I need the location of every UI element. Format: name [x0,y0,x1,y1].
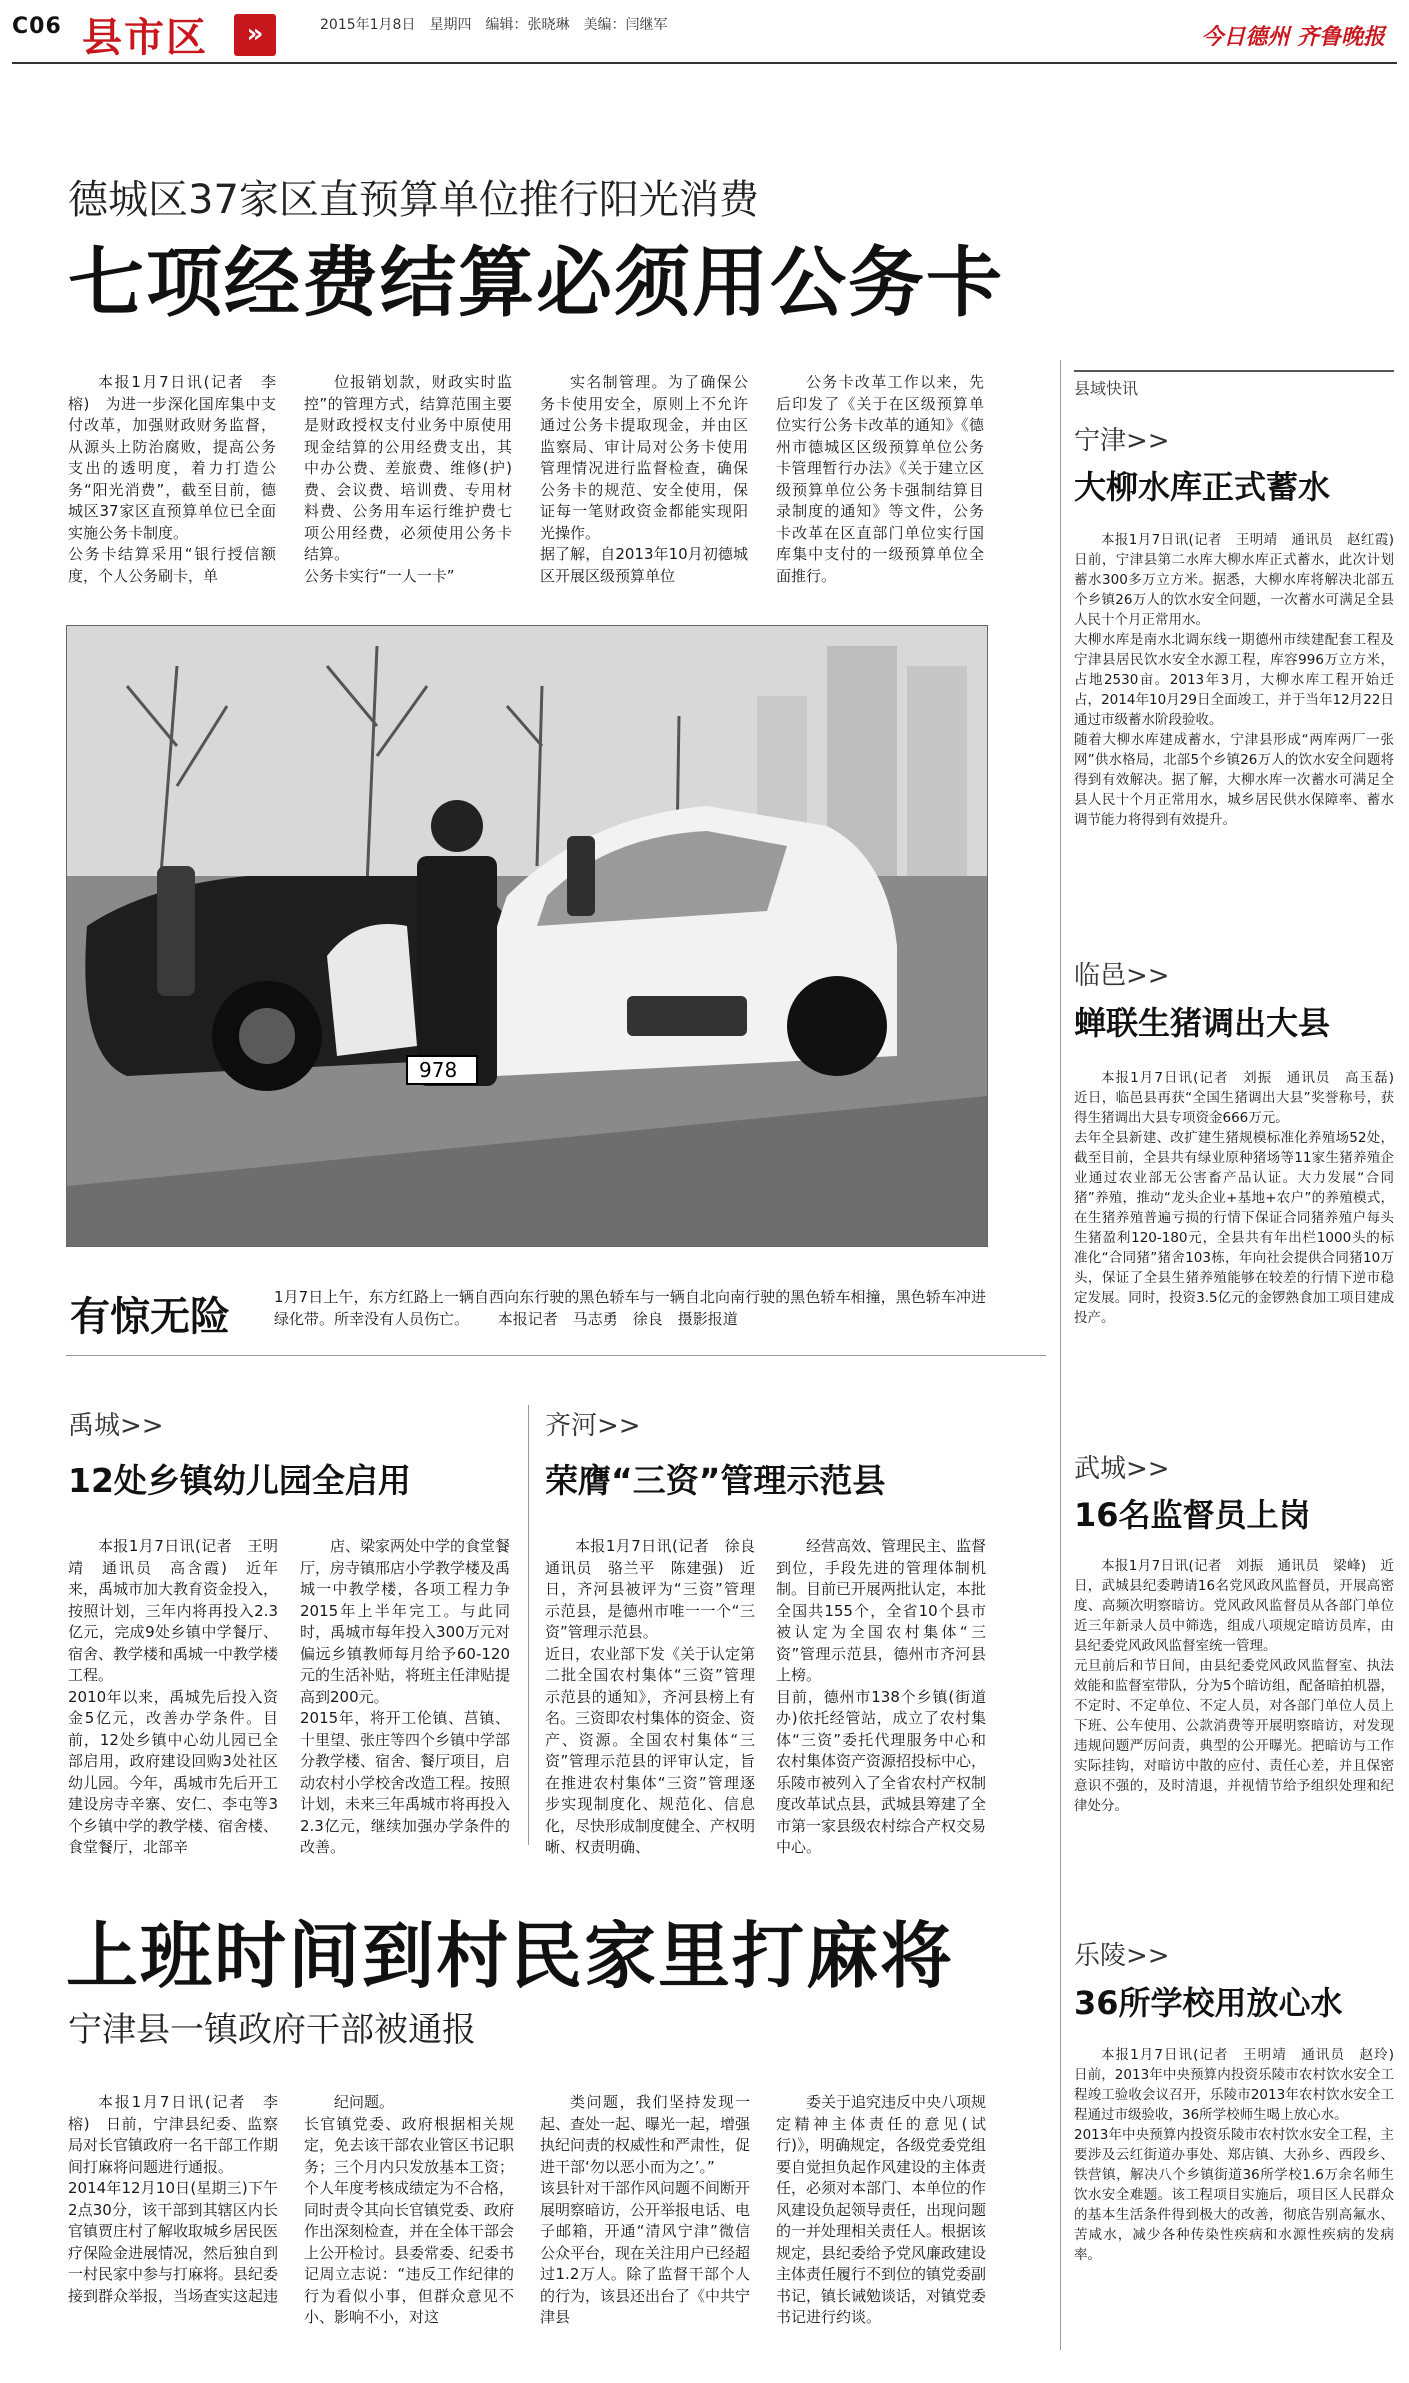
lead-col-1 [68,372,276,610]
lead-headline: 七项经费结算必须用公务卡 [68,238,1004,327]
lead-text-2: 位报销划款，财政实时监控”的管理方式，结算范围主要是财政授权支付业务中原使用现金结算的公用经费支出，其中办公费、差旅费、维修(护)费、会议费、培训费、专用材料费、公务用车运行维护费七项公用经费，必须使用公务卡结算。 公务卡实行“一人一卡” [304,373,512,585]
yucheng-qihe-divider [528,1405,529,1845]
brief-tag: 县域快讯 [1074,370,1394,399]
issue-meta: 2015年1月8日 星期四 编辑：张晓琳 美编：闫继军 [320,17,668,33]
qihe-text-2: 经营高效、管理民主、监督到位，手段先进的管理体制机制。目前已开展两批认定，本批全国共155个，全省10个县市被认定为全国农村集体“三资”管理示范县，德州市齐河县上榜。 目前，德州市138个乡镇(街道办)依托经管站，成立了农村集体“三资”委托代理服务中心和农村集体资产资源招投标中心，乐陵市被列入了全省农村产权制度改革试点县，武城县筹建了全市第一家县级农村综合产权交易中心。 [776,1537,987,1856]
license-plate: 978 [419,1058,458,1082]
lead-kicker: 德城区37家区直预算单位推行阳光消费 [68,177,759,223]
story2-text-1: 本报1月7日讯(记者 李榕) 日前，宁津县纪委、监察局对长官镇政府一名干部工作期间打麻将问题进行通报。 2014年12月10日(星期三)下午2点30分，该干部到其辖区内长官镇贾庄村了解收取城乡居民医疗保险金进展情况，然后独自到一村民家中参与打麻将。县纪委接到群众举报，当场查实这起违 [68,2093,279,2305]
lead-text-4: 公务卡改革工作以来，先后印发了《关于在区级预算单位实行公务卡改革的通知》《德州市德城区区级预算单位公务卡管理暂行办法》《关于建立区级预算单位公务卡强制结算目录制度的通知》等文件，公务卡改革在区直部门单位实行国库集中支付的一级预算单位全面推行。 [776,373,984,585]
sidebar-text-laoling: 本报1月7日讯(记者 王明靖 通讯员 赵玲) 日前，2013年中央预算内投资乐陵市农村饮水安全工程竣工验收会议召开，乐陵市2013年农村饮水安全工程通过市级验收，36所学校师生喝上放心水。 2013年中央预算内投资乐陵市农村饮水安全工程，主要涉及云红街道办事处、郑店镇、大孙乡、西段乡、铁营镇，解决八个乡镇街道36所学校1.6万余名师生饮水安全难题。该工程项目实施后，项目区人民群众的基本生活条件得到极大的改善，彻底告别高氟水、苦咸水，减少各种传染性疾病和水源性疾病的发病率。 [1074,2047,1394,2263]
header-rule [12,62,1397,64]
lead-col-2 [304,372,512,610]
story2-headline: 上班时间到村民家里打麻将 [66,1914,955,1998]
yucheng-text-2: 店、梁家两处中学的食堂餐厅，房寺镇邢店小学教学楼及禹城一中教学楼，各项工程力争2015年上半年完工。与此同时，禹城市每年投入300万元对偏远乡镇教师每月给予60-120元的生活补贴，将班主任津贴提高到200元。 2015年，将开工伦镇、莒镇、十里望、张庄等四个乡镇中学部分教学楼、宿舍、餐厅项目，启动农村小学校舍改造工程。按照计划，未来三年禹城市将再投入2.3亿元，继续加强办学条件的改善。 [300,1537,511,1856]
section-title: 县市区 [82,15,208,61]
yucheng-col-2 [300,1536,511,1856]
qihe-col-2 [776,1536,987,1856]
story2-col-4 [776,2092,986,2374]
newspaper-brand: 今日德州 齐鲁晚报 [1201,25,1385,50]
photo-caption-block [274,1286,986,1334]
qihe-col-1 [545,1536,756,1856]
page-number: C06 [12,14,62,39]
qihe-place: 齐河>> [545,1411,641,1441]
sidebar-text-wucheng: 本报1月7日讯(记者 刘振 通讯员 梁峰) 近日，武城县纪委聘请16名党风政风监督员，开展高密度、高频次明察暗访。党风政风监督员从各部门单位近三年新录人员中筛选，组成八项规定暗访员库，由县纪委党风政风监督室统一管理。 元旦前后和节日间，由县纪委党风政风监督室、执法效能和监督室带队，分为5个暗访组，配备暗拍机器，不定时、不定单位、不定人员，对各部门单位人员上下班、公车使用、公款消费等开展明察暗访，对发现违规问题严厉问责，典型的公开曝光。把暗访与工作实际挂钩，对暗访中散的应付、责任心差，并且保密意识不强的，及时清退，并视情节给予组织处理和纪律处分。 [1074,1558,1394,1814]
story2-sub: 宁津县一镇政府干部被通报 [68,2010,476,2050]
sidebar-body-wucheng [1074,1556,1394,1908]
qihe-title: 荣膺“三资”管理示范县 [545,1461,886,1500]
yucheng-col-1 [68,1536,279,1856]
sidebar-body-ningjin [1074,530,1394,925]
sidebar-place-ningjin: 宁津>> [1074,426,1170,456]
story2-col-2 [304,2092,514,2374]
photo-credit: 本报记者 马志勇 徐良 摄影报道 [497,1310,738,1328]
photo-title: 有惊无险 [70,1294,230,1340]
lead-col-3 [540,372,748,610]
story2-text-4: 委关于追究违反中央八项规定精神主体责任的意见(试行)》，明确规定，各级党委党组要自觉担负起作风建设的主体责任，必须对本部门、本单位的作风建设负起领导责任，出现问题的一并处理相关责任人。根据该规定，县纪委给予党风廉政建设主体责任履行不到位的镇党委副书记，镇长诫勉谈话，对镇党委书记进行约谈。 [776,2093,987,2326]
accident-photo-drawing [67,626,987,1246]
story2-text-2: 纪问题。 长官镇党委、政府根据相关规定，免去该干部农业管区书记职务；三个月内只发放基本工资；个人年度考核成绩定为不合格，同时责令其向长官镇党委、政府作出深刻检查，并在全体干部会上公开检讨。县委常委、纪委书记周立志说：“违反工作纪律的行为看似小事，但群众意见不小、影响不小，对这 [304,2093,515,2326]
sidebar-title-laoling: 36所学校用放心水 [1074,1984,1343,2022]
lead-text-1: 本报1月7日讯(记者 李榕) 为进一步深化国库集中支付改革，加强财政财务监督，从源头上防治腐败，提高公务支出的透明度，着力打造公务“阳光消费”，截至目前，德城区37家区直预算单位已全面实施公务卡制度。 公务卡结算采用“银行授信额度，个人公务刷卡，单 [68,373,276,585]
sidebar-place-wucheng: 武城>> [1074,1454,1170,1484]
sidebar-title-wucheng: 16名监督员上岗 [1074,1496,1311,1534]
yucheng-text-1: 本报1月7日讯(记者 王明靖 通讯员 高含霞) 近年来，禹城市加大教育资金投入，按照计划，三年内将再投入2.3亿元，完成9处乡镇中学餐厅、宿舍、教学楼和禹城一中教学楼工程。 2010年以来，禹城先后投入资金5亿元，改善办学条件。目前，12处乡镇中心幼儿园已全部启用，政府建设回购3处社区幼儿园。今年，禹城市先后开工建设房寺辛寨、安仁、李屯等3个乡镇中学的教学楼、宿舍楼、食堂餐厅，北部辛 [68,1537,279,1856]
lead-text-3: 实名制管理。为了确保公务卡使用安全，原则上不允许通过公务卡提取现金，并由区监察局、审计局对公务卡使用管理情况进行监督检查，确保公务卡的规范、安全使用，保证每一笔财政资金都能实现阳光操作。 据了解，自2013年10月初德城区开展区级预算单位 [540,373,748,585]
sidebar-text-linyi: 本报1月7日讯(记者 刘振 通讯员 高玉磊) 近日，临邑县再获“全国生猪调出大县”奖誉称号，获得生猪调出大县专项资金666万元。 去年全县新建、改扩建生猪规模标准化养殖场52处，截至目前，全县共有绿业原种猪场等11家生猪养殖企业通过农业部无公害畜产品认证。大力发展“合同猪”养殖，推动“龙头企业+基地+农户”的养殖模式，在生猪养殖普遍亏损的行情下保证合同猪养殖户每头生猪盈利120-180元，全县共有年出栏1000头的标准化“合同猪”猪舍103栋，年向社会提供合同猪10万头，保证了全县生猪养殖能够在较差的行情下逆市稳定发展。同时，投资3.5亿元的金锣熟食加工项目建成投产。 [1074,1070,1394,1326]
sidebar-body-linyi [1074,1068,1394,1453]
yucheng-place: 禹城>> [68,1411,164,1441]
section-arrow-icon: » [234,14,276,56]
story2-col-3 [540,2092,750,2374]
story2-text-3: 类问题，我们坚持发现一起、查处一起、曝光一起，增强执纪问责的权威性和严肃性，促进干部‘勿以恶小而为之’。” 该县针对干部作风问题不间断开展明察暗访，公开举报电话、电子邮箱，开通“清风宁津”微信公众平台，现在关注用户已经超过1.2万人。除了监督干部个人的行为，该县还出台了《中共宁津县 [540,2093,751,2326]
sidebar-place-linyi: 临邑>> [1074,961,1170,991]
mid-divider [66,1355,1046,1356]
accident-photo [66,625,988,1247]
yucheng-title: 12处乡镇幼儿园全启用 [68,1461,411,1500]
sidebar-body-laoling [1074,2045,1394,2375]
lead-col-4 [776,372,984,610]
qihe-text-1: 本报1月7日讯(记者 徐良 通讯员 骆兰平 陈建强) 近日，齐河县被评为“三资”管理示范县，是德州市唯一一个“三资”管理示范县。 近日，农业部下发《关于认定第二批全国农村集体“三资”管理示范县的通知》，齐河县榜上有名。三资即农村集体的资金、资产、资源。全国农村集体“三资”管理示范县的评审认定，旨在推进农村集体“三资”管理逐步实现制度化、规范化、信息化，尽快形成制度健全、产权明晰、权责明确、 [545,1537,756,1856]
photo-caption: 1月7日上午，东方红路上一辆自西向东行驶的黑色轿车与一辆自北向南行驶的黑色轿车相撞，黑色轿车冲进绿化带。所幸没有人员伤亡。 [274,1288,986,1328]
sidebar-title-linyi: 蝉联生猪调出大县 [1074,1004,1331,1042]
sidebar-place-laoling: 乐陵>> [1074,1941,1170,1971]
sidebar-text-ningjin: 本报1月7日讯(记者 王明靖 通讯员 赵红霞) 日前，宁津县第二水库大柳水库正式蓄水，此次计划蓄水300多万立方米。据悉，大柳水库将解决北部五个乡镇26万人的饮水安全问题，一次蓄水可满足全县人民十个月正常用水。 大柳水库是南水北调东线一期德州市续建配套工程及宁津县居民饮水安全水源工程，库容996万立方米，占地2530亩。2013年3月，大柳水库工程开始迁占，2014年10月29日全面竣工，并于当年12月22日通过市级蓄水阶段验收。 随着大柳水库建成蓄水，宁津县形成“两库两厂一张网”供水格局，北部5个乡镇26万人的饮水安全问题将得到有效解决。据了解，大柳水库一次蓄水可满足全县人民十个月正常用水，城乡居民供水保障率、蓄水调节能力将得到有效提升。 [1074,532,1394,828]
story2-col-1 [68,2092,278,2374]
sidebar-divider [1060,360,1061,2350]
sidebar-title-ningjin: 大柳水库正式蓄水 [1074,468,1331,506]
